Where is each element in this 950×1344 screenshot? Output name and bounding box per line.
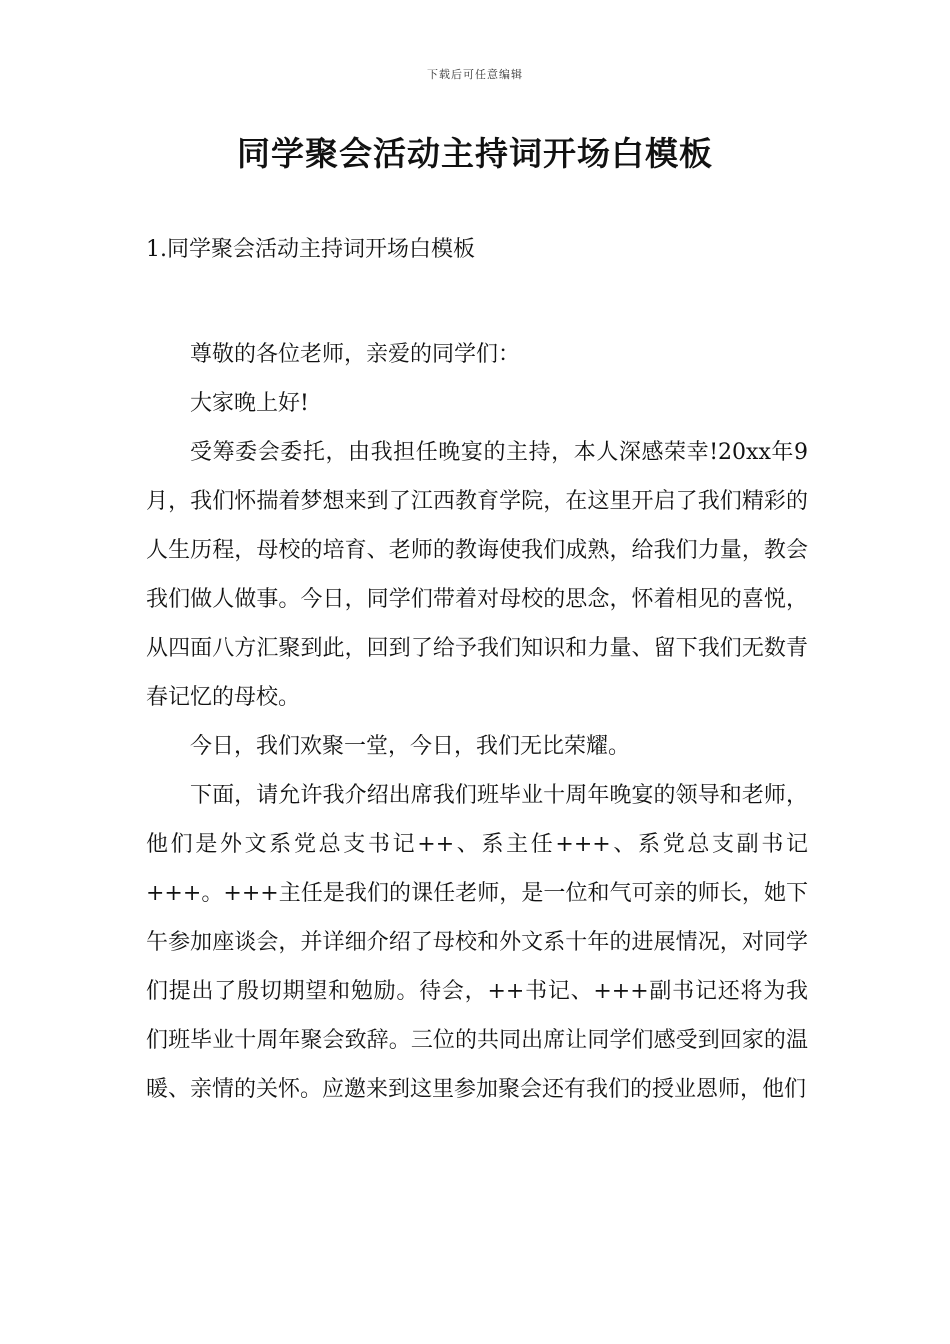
document-body [146, 330, 808, 1114]
paragraph-gathering: 今日，我们欢聚一堂，今日，我们无比荣耀。 [190, 734, 631, 759]
paragraph-greeting: 大家晚上好! [190, 391, 309, 416]
header-note: 下载后可任意编辑 [427, 68, 523, 81]
section-heading: 1.同学聚会活动主持词开场白模板 [146, 237, 475, 262]
paragraph-intro: 受筹委会委托，由我担任晚宴的主持，本人深感荣幸!20xx年9月，我们怀揣着梦想来到了江西教育学院，在这里开启了我们精彩的人生历程，母校的培育、老师的教诲使我们成熟，给我们力量，教会我们做人做事。今日，同学们带着对母校的思念，怀着相见的喜悦，从四面八方汇聚到此，回到了给予我们知识和力量、留下我们无数青春记忆的母校。 [146, 440, 808, 710]
paragraph-guests: 下面，请允许我介绍出席我们班毕业十周年晚宴的领导和老师，他们是外文系党总支书记++、系主任+++、系党总支副书记+++。+++主任是我们的课任老师，是一位和气可亲的师长，她下午参加座谈会，并详细介绍了母校和外文系十年的进展情况，对同学们提出了殷切期望和勉励。待会，++书记、+++副书记还将为我们班毕业十周年聚会致辞。三位的共同出席让同学们感受到回家的温暖、亲情的关怀。应邀来到这里参加聚会还有我们的授业恩师，他们 [146, 783, 808, 1102]
document-title: 同学聚会活动主持词开场白模板 [237, 134, 713, 173]
paragraph-salutation: 尊敬的各位老师，亲爱的同学们： [190, 342, 521, 367]
